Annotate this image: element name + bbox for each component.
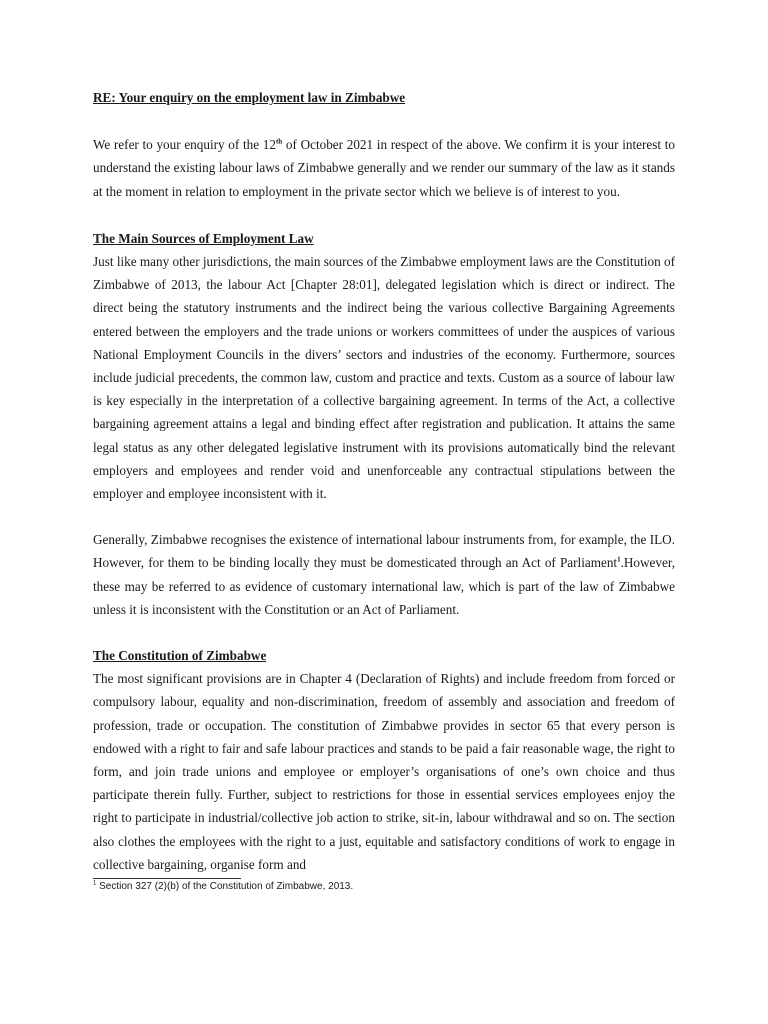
footnote-text: Section 327 (2)(b) of the Constitution of Zimbabwe, 2013. <box>96 881 354 893</box>
intro-text-rest: of October 2021 in respect of the above. We confirm it is your interest to understand the existing labour laws of Zimbabwe generally and we render our summary of the law as it stands at the moment in relation to employment in the private sector which we believe is of interest to you. <box>93 137 676 199</box>
intro-paragraph <box>93 133 675 203</box>
sources-heading: The Main Sources of Employment Law <box>93 230 314 246</box>
international-paragraph <box>93 528 675 621</box>
document-title: RE: Your enquiry on the employment law in Zimbabwe <box>93 90 406 105</box>
international-text-rest: .However, these may be referred to as evidence of customary international law, which is part of the law of Zimbabwe unless it is inconsistent with the Constitution or an Act of Parliament. <box>93 555 675 617</box>
constitution-heading: The Constitution of Zimbabwe <box>93 648 267 664</box>
ordinal-superscript: th <box>275 137 283 146</box>
footnote <box>93 880 675 894</box>
intro-text-start: We refer to your enquiry of the 12 <box>93 137 276 153</box>
sources-paragraph: Just like many other jurisdictions, the main sources of the Zimbabwe employment laws are the Constitution of Zimbabwe of 2013, the labour Act [Chapter 28:01], delegated legislation which is direct or indirect. The direct being the statutory instruments and the indirect being the various collective Bargaining Agreements entered between the employers and the trade unions or workers committees of under the auspices of various National Employment Councils in the divers’ sectors and industries of the economy. Furthermore, sources include judicial precedents, the common law, custom and practice and texts. Custom as a source of labour law is key especially in the interpretation of a collective bargaining agreement. In terms of the Act, a collective bargaining agreement attains a legal and binding effect after registration and publication. It attains the same legal status as any other delegated legislative instrument with its provisions automatically bind the relevant employers and employees and render void and unenforceable any contractual stipulations between the employer and employee inconsistent with it. <box>93 254 675 502</box>
footnote-divider <box>93 878 241 879</box>
constitution-paragraph: The most significant provisions are in Chapter 4 (Declaration of Rights) and include freedom from forced or compulsory labour, equality and non-discrimination, freedom of assembly and association and freedom of profession, trade or occupation. The constitution of Zimbabwe provides in sector 65 that every person is endowed with a right to fair and safe labour practices and stands to be paid a fair reasonable wage, the right to form, and join trade unions and employee or employer’s organisations of one’s own choice and thus participate therein fully. Further, subject to restrictions for those in essential services employees enjoy the right to participate in industrial/collective job action to strike, sit-in, labour withdrawal and so on. The section also clothes the employees with the right to a just, equitable and satisfactory conditions of work to engage in collective bargaining, organise form and <box>93 671 675 872</box>
footnote-reference[interactable]: 1 <box>617 556 621 565</box>
document-page <box>93 86 675 894</box>
international-text-start: Generally, Zimbabwe recognises the existence of international labour instruments from, for example, the ILO. However, for them to be binding locally they must be domesticated through an Act of Parliament <box>93 532 675 571</box>
footnote-number: 1 <box>93 880 97 887</box>
